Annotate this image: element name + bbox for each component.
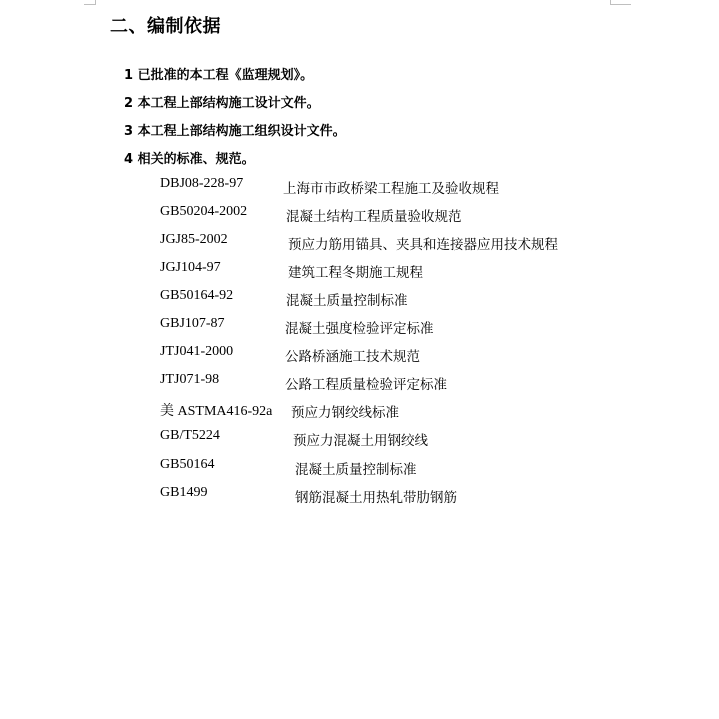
crop-mark-top-right (611, 4, 631, 5)
standard-code: GB/T5224 (160, 428, 220, 443)
standard-code: 美 ASTMA416-92a (160, 404, 273, 419)
standard-name: 预应力筋用锚具、夹具和连接器应用技术规程 (288, 237, 558, 253)
standard-name: 混凝土质量控制标准 (295, 462, 417, 478)
standard-code: GB50164-92 (160, 288, 234, 303)
crop-mark-top-left-vertical (95, 0, 96, 5)
standard-name: 建筑工程冬期施工规程 (288, 265, 423, 281)
section-heading: 二、编制依据 (110, 16, 221, 37)
standard-name: 混凝土结构工程质量验收规范 (286, 209, 462, 225)
standard-name: 钢筋混凝土用热轧带肋钢筋 (295, 490, 457, 506)
standard-name: 预应力混凝土用钢绞线 (293, 433, 428, 449)
standard-code: GBJ107-87 (160, 316, 225, 331)
basis-item: 2 本工程上部结构施工设计文件。 (124, 96, 320, 111)
standard-code: GB50164 (160, 457, 215, 472)
standard-name: 预应力钢绞线标准 (291, 405, 399, 421)
standard-code: GB50204-2002 (160, 204, 248, 219)
standard-code: JGJ85-2002 (160, 232, 228, 247)
standard-code: JGJ104-97 (160, 260, 221, 275)
standard-name: 公路工程质量检验评定标准 (285, 377, 447, 393)
crop-mark-top-right-vertical (610, 0, 611, 5)
basis-item: 1 已批准的本工程《监理规划》。 (124, 68, 314, 83)
standard-name: 上海市市政桥梁工程施工及验收规程 (283, 181, 499, 197)
standard-name: 混凝土强度检验评定标准 (285, 321, 434, 337)
basis-item: 4 相关的标准、规范。 (124, 152, 255, 167)
standard-code: JTJ071-98 (160, 372, 220, 387)
standard-code: JTJ041-2000 (160, 344, 234, 359)
standard-name: 公路桥涵施工技术规范 (285, 349, 420, 365)
standard-code: DBJ08-228-97 (160, 176, 244, 191)
basis-item: 3 本工程上部结构施工组织设计文件。 (124, 124, 346, 139)
standard-code: GB1499 (160, 485, 208, 500)
standard-name: 混凝土质量控制标准 (286, 293, 408, 309)
